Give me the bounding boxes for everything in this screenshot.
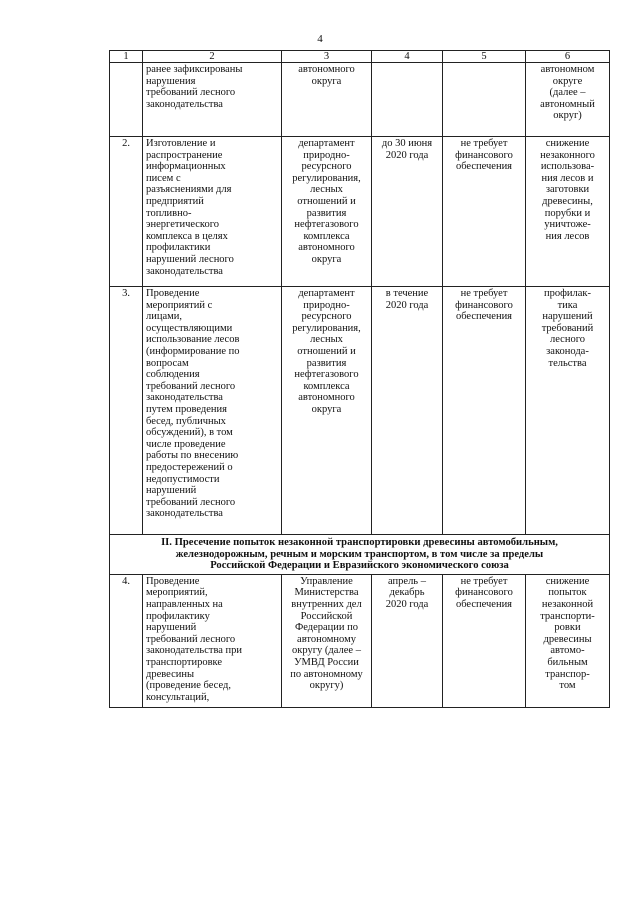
column-header: 4 <box>372 51 443 63</box>
table-header-row <box>110 51 610 63</box>
column-header: 3 <box>282 51 372 63</box>
deadline-cell <box>372 63 443 137</box>
deadline-cell: апрель – декабрь 2020 года <box>372 574 443 707</box>
section-title: II. Пресечение попыток незаконной транспортировки древесины автомобильным, железнодорожным, речным и морским транспортом, в том числе за пределы Российской Федерации и Евразийского экономического союза <box>110 535 610 575</box>
table-row <box>110 63 610 137</box>
row-number <box>110 63 143 137</box>
measures-table <box>109 50 610 708</box>
financing-cell: не требует финансового обеспечения <box>443 287 526 535</box>
responsible-cell: автономного округа <box>282 63 372 137</box>
deadline-cell: в течение 2020 года <box>372 287 443 535</box>
financing-cell: не требует финансового обеспечения <box>443 137 526 287</box>
result-cell: снижение незаконного использова- ния лесов и заготовки древесины, порубки и уничтоже- ния лесов <box>526 137 610 287</box>
responsible-cell: департамент природно- ресурсного регулирования, лесных отношений и развития нефтегазового комплекса автономного округа <box>282 287 372 535</box>
column-header: 5 <box>443 51 526 63</box>
financing-cell: не требует финансового обеспечения <box>443 574 526 707</box>
financing-cell <box>443 63 526 137</box>
responsible-cell: департамент природно- ресурсного регулирования, лесных отношений и развития нефтегазового комплекса автономного округа <box>282 137 372 287</box>
section-row <box>110 535 610 575</box>
column-header: 6 <box>526 51 610 63</box>
table-row <box>110 137 610 287</box>
action-cell: Проведение мероприятий с лицами, осуществляющими использование лесов (информирование по вопросам соблюдения требований лесного законодательства путем проведения бесед, публичных обсуждений), в том числе проведение работы по внесению предостережений о недопустимости нарушений требований лесного законодательства <box>143 287 282 535</box>
action-cell: Изготовление и распространение информационных писем с разъяснениями для предприятий топливно- энергетического комплекса в целях профилактики нарушений лесного законодательства <box>143 137 282 287</box>
row-number: 2. <box>110 137 143 287</box>
responsible-cell: Управление Министерства внутренних дел Российской Федерации по автономному округу (далее – УМВД России по автономному округу) <box>282 574 372 707</box>
action-cell: Проведение мероприятий, направленных на профилактику нарушений требований лесного законодательства при транспортировке древесины (проведение бесед, консультаций, <box>143 574 282 707</box>
column-header: 2 <box>143 51 282 63</box>
result-cell: профилак- тика нарушений требований лесного законода- тельства <box>526 287 610 535</box>
row-number: 4. <box>110 574 143 707</box>
column-header: 1 <box>110 51 143 63</box>
table-row <box>110 574 610 707</box>
action-cell: ранее зафиксированы нарушения требований лесного законодательства <box>143 63 282 137</box>
row-number: 3. <box>110 287 143 535</box>
result-cell: автономном округе (далее – автономный округ) <box>526 63 610 137</box>
page-number: 4 <box>317 33 323 45</box>
result-cell: снижение попыток незаконной транспорти- ровки древесины автомо- бильным транспор- том <box>526 574 610 707</box>
deadline-cell: до 30 июня 2020 года <box>372 137 443 287</box>
table-row <box>110 287 610 535</box>
